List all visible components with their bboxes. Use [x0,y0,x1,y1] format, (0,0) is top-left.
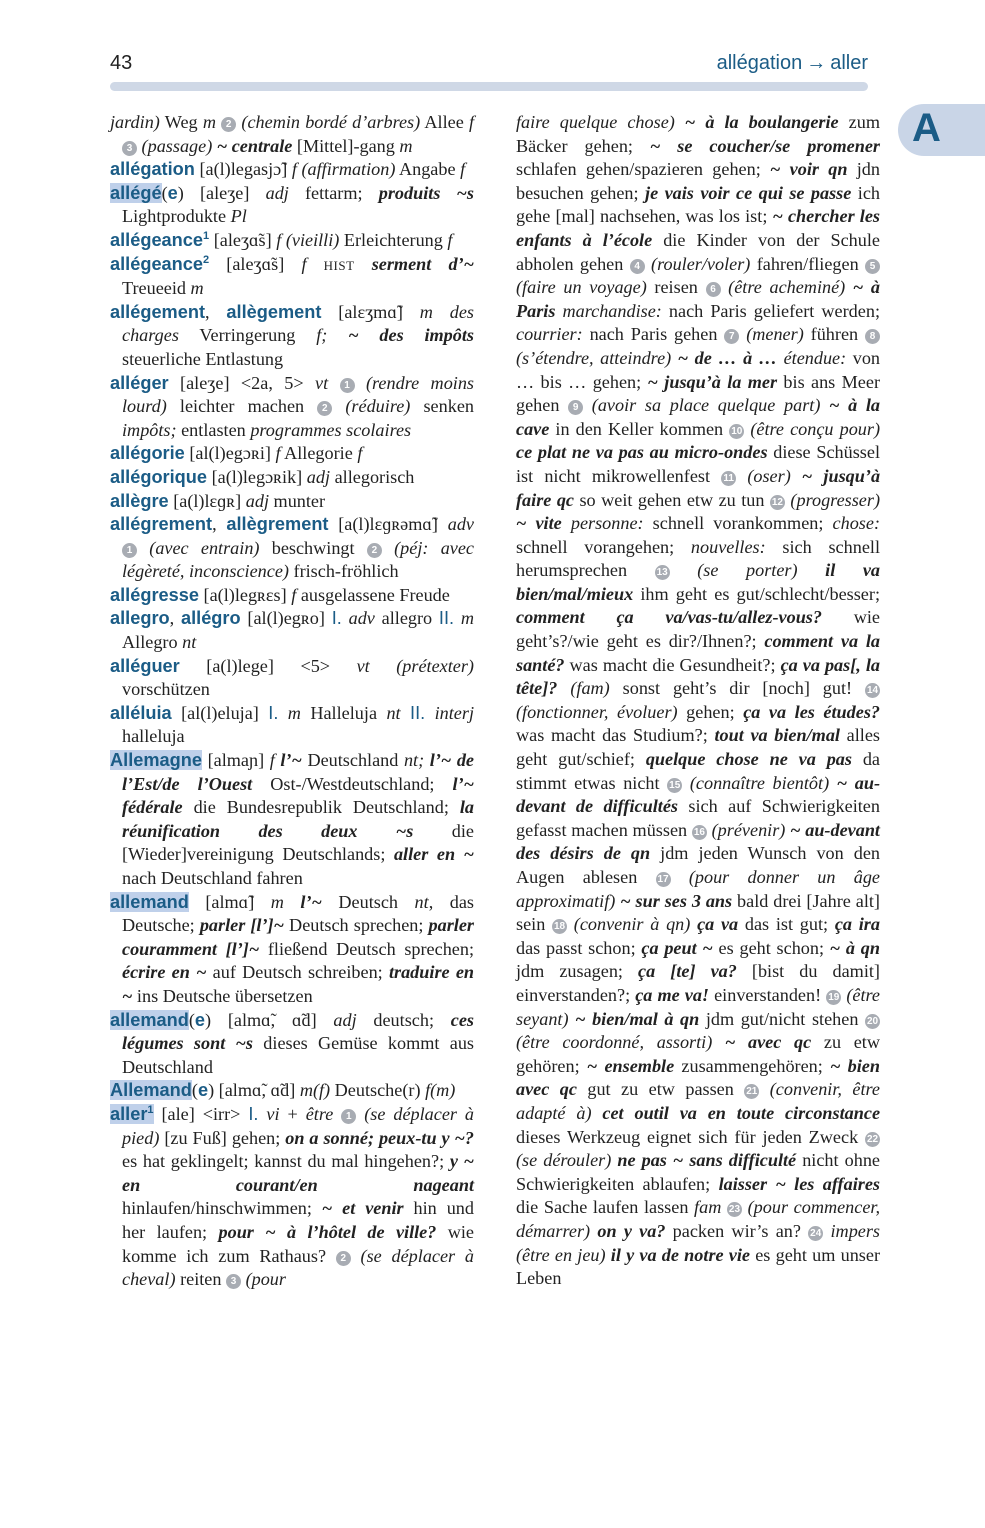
left-column [110,111,474,1292]
dictionary-entry: allégation [a(l)legasjɔ̃] f (affirmation) Angabe f [110,159,466,180]
dictionary-entry: allégrement, allègrement [a(l)lɛɡʀəmɑ̃] adv 1 (avec entrain) beschwingt 2 (péj: avec légèreté, inconscience) frisch-fröhlich [110,514,475,582]
dictionary-entry: alléger [aleʒe] <2a, 5> vt 1 (rendre moins lourd) leichter machen 2 (réduire) senken impôts; entlasten programmes scolaires [110,372,475,440]
dictionary-entry: allégorie [al(l)egɔʀi] f Allegorie f [110,443,363,464]
dictionary-entry: faire quelque chose) ~ à la boulangerie zum Bäcker gehen; ~ se coucher/se promener schlafen gehen/spazieren gehen; ~ voir qn jdn besuchen gehen; je vais voir ce qui se passe ich gehe [mal] nachsehen, was los ist; ~ chercher les enfants à l’école die Kinder von der Schule abholen gehen 4 (rouler/voler) fahren/fliegen 5 (faire un voyage) reisen 6 (être acheminé) ~ à Paris marchandise: nach Paris geliefert werden; courrier: nach Paris gehen 7 (mener) führen 8 (s’étendre, atteindre) ~ de … à … étendue: von … bis … gehen; ~ jusqu’à la mer bis ans Meer gehen 9 (avoir sa place quelque part) ~ à la cave in den Keller kommen 10 (être conçu pour) ce plat ne va pas au micro-ondes diese Schüssel ist nicht mikrowellenfest 11 (oser) ~ jusqu’à faire qc so weit gehen etw zu tun 12 (progresser) ~ vite personne: schnell vorankommen; chose: schnell vorangehen; nouvelles: sich schnell herumsprechen 13 (se porter) il va bien/mal/mieux ihm geht es gut/schlecht/besser; comment ça va/vas-tu/allez-vous? wie geht’s?/wie geht es dir?/Ihnen?; comment va la santé? was macht die Gesundheit?; ça va pas[, la tête]? (fam) sonst geht’s dir [noch] gut! 14 (fonctionner, évoluer) gehen; ça va les études? was macht das Studium?; tout va bien/mal alles geht gut/schief; quelque chose ne va pas da stimmt etwas nicht 15 (connaître bientôt) ~ au-devant de difficultés sich auf Schwierigkeiten gefasst machen müssen 16 (prévenir) ~ au-devant des désirs de qn jdm jeden Wunsch von den Augen ablesen 17 (pour donner un âge approximatif) ~ sur ses 3 ans bald drei [Jahre alt] sein 18 (convenir à qn) ça va das ist gut; ça ira das passt schon; ça peut ~ es geht schon; ~ à qn jdm zusagen; ça [te] va? [bist du damit] einverstanden?; ça me va! einverstanden! 19 (être seyant) ~ bien/mal à qn jdm gut/nicht stehen 20 (être coordonné, assorti) ~ avec qc zu etw gehören; ~ ensemble zusammengehören; ~ bien avec qc gut zu etw passen 21 (convenir, être adapté à) cet outil va en toute circonstance dieses Werkzeug eignet sich für jeden Zweck 22 (se dérouler) ne pas ~ sans difficulté nicht ohne Schwierigkeiten ablaufen; laisser ~ les affaires die Sache laufen lassen fam 23 (pour commencer, démarrer) on y va? packen wir’s an? 24 impers (être en jeu) il y va de notre vie es geht um unser Leben [516,112,881,1289]
dictionary-entry: allègre [a(l)lɛɡʀ] adj munter [110,490,326,511]
dictionary-entry: allégeance$^1$ [aleʒɑ̃s] f (vieilli) Erleichterung f [110,229,453,250]
right-column [516,111,880,1291]
dictionary-entry: Allemand(e) [almɑ̃, ɑ̃d] m(f) Deutsche(r) f(m) [110,1080,456,1101]
dictionary-entry: allégorique [a(l)legɔʀik] adj allegorisch [110,466,415,487]
dictionary-entry: Allemagne [almaɲ] f l’~ Deutschland nt; l’~ de l’Est/de l’Ouest Ost-/Westdeutschland; l’~ fédérale die Bundesrepublik Deutschland; la réunification des deux ~s die [Wieder]vereinigung Deutschlands; aller en ~ nach Deutschland fahren [110,750,474,888]
dictionary-entry: allemand [almɑ̃] m l’~ Deutsch nt, das Deutsche; parler [l’]~ Deutsch sprechen; parler couramment [l’]~ fließend Deutsch sprechen; écrire en ~ auf Deutsch schreiben; traduire en ~ ins Deutsche übersetzen [110,891,475,1006]
dictionary-entry: allégement, allègement [alɛʒmɑ̃] m des charges Verringerung f; ~ des impôts steuerliche Entlastung [110,301,475,369]
running-head-to: aller [830,52,868,74]
dictionary-entry: allemand(e) [almɑ̃, ɑ̃d] adj deutsch; ces légumes sont ~s dieses Gemüse kommt aus Deutschland [110,1009,474,1077]
dictionary-entry: allegro, allégro [al(l)egʀo] I. adv allegro II. m Allegro nt [110,608,475,653]
thumb-index-letter: A [912,106,941,150]
arrow-right-icon: → [806,52,827,74]
header-rule [110,82,868,91]
dictionary-entry: alléguer [a(l)lege] <5> vt (prétexter) vorschützen [110,655,474,700]
running-head [717,52,868,75]
dictionary-entry: allégeance$^2$ [aleʒɑ̃s] f HIST serment d’~ Treueeid m [110,253,474,299]
dictionary-entry: jardin) Weg m 2 (chemin bordé d’arbres) Allee f 3 (passage) ~ centrale [Mittel]-gang m [110,112,475,156]
dictionary-entry: aller$^1$ [ale] <irr> I. vi + être 1 (se déplacer à pied) [zu Fuß] gehen; on a sonné; peux-tu y ~? es hat geklingelt; kannst du mal hingehen?; y ~ en courant/en nageant hinlaufen/hinschwimmen; ~ et venir hin und her laufen; pour ~ à l’hôtel de ville? wie komme ich zum Rathaus? 2 (se déplacer à cheval) reiten 3 (pour [110,1103,475,1290]
page-header [110,52,868,78]
running-head-from: allégation [716,52,803,74]
dictionary-entry: allégé(e) [aleʒe] adj fettarm; produits ~s Lightprodukte Pl [110,182,474,227]
page-number: 43 [110,52,133,74]
dictionary-entry: allégresse [a(l)legʀɛs] f ausgelassene Freude [110,584,450,605]
dictionary-entry: alléluia [al(l)eluja] I. m Halleluja nt II. interj halleluja [110,702,475,747]
